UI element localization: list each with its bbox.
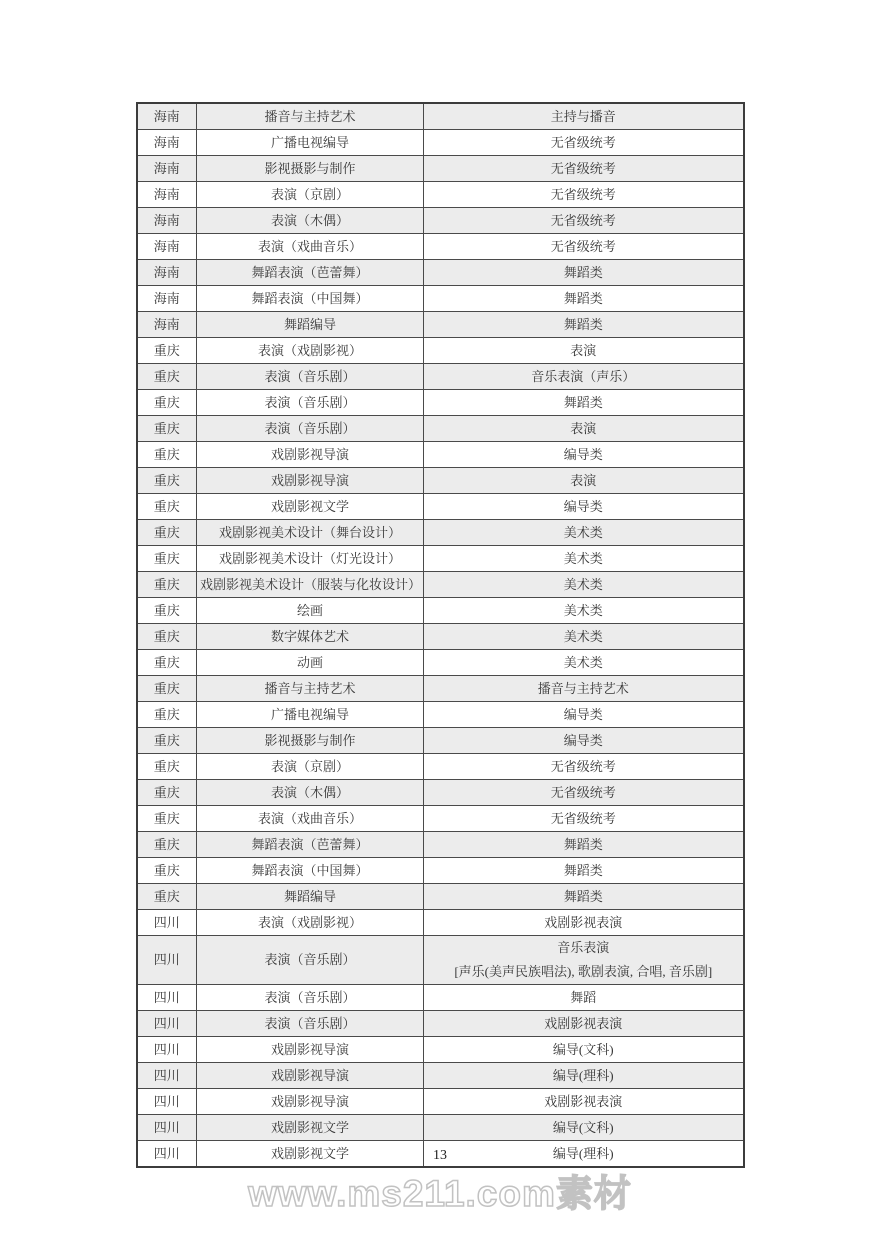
category-line1: 舞蹈 (570, 989, 597, 1005)
major-cell: 舞蹈表演（芭蕾舞） (197, 260, 424, 286)
category-cell (424, 754, 744, 780)
major-cell: 广播电视编导 (197, 130, 424, 156)
major-cell: 影视摄影与制作 (197, 728, 424, 754)
category-cell (424, 598, 744, 624)
category-cell (424, 910, 744, 936)
province-cell: 海南 (137, 234, 197, 260)
major-cell: 戏剧影视美术设计（舞台设计） (197, 520, 424, 546)
category-cell (424, 130, 744, 156)
category-cell (424, 390, 744, 416)
table-row (137, 208, 744, 234)
category-line1: 舞蹈类 (563, 264, 603, 280)
table-row (137, 286, 744, 312)
major-cell: 戏剧影视导演 (197, 1089, 424, 1115)
table-row (137, 364, 744, 390)
category-line1: 无省级统考 (550, 238, 616, 254)
province-cell: 重庆 (137, 364, 197, 390)
table-row (137, 130, 744, 156)
province-cell: 重庆 (137, 338, 197, 364)
category-line1: 美术类 (563, 628, 603, 644)
major-cell: 表演（音乐剧） (197, 390, 424, 416)
page-number: 13 (433, 1148, 447, 1163)
province-cell: 海南 (137, 286, 197, 312)
table-row (137, 390, 744, 416)
major-cell: 戏剧影视导演 (197, 1037, 424, 1063)
major-cell: 戏剧影视导演 (197, 1063, 424, 1089)
category-cell (424, 650, 744, 676)
watermark: www.ms211.com素材 (248, 1173, 632, 1214)
table-row (137, 338, 744, 364)
table-row (137, 520, 744, 546)
category-line1: 无省级统考 (550, 758, 616, 774)
province-cell: 四川 (137, 936, 197, 985)
category-cell (424, 546, 744, 572)
category-cell (424, 806, 744, 832)
category-cell (424, 103, 744, 130)
table-row (137, 442, 744, 468)
major-exam-category-table (136, 102, 745, 1168)
category-line1: 编导类 (563, 498, 603, 514)
category-cell (424, 468, 744, 494)
major-cell: 广播电视编导 (197, 702, 424, 728)
province-cell: 重庆 (137, 416, 197, 442)
province-cell: 重庆 (137, 884, 197, 910)
category-cell (424, 728, 744, 754)
major-cell: 戏剧影视文学 (197, 1115, 424, 1141)
province-cell: 四川 (137, 1063, 197, 1089)
table-row (137, 832, 744, 858)
category-line1: 美术类 (563, 576, 603, 592)
category-line1: 编导(文科) (552, 1041, 614, 1057)
province-cell: 海南 (137, 156, 197, 182)
category-line1: 表演 (570, 420, 597, 436)
major-cell: 戏剧影视美术设计（灯光设计） (197, 546, 424, 572)
province-cell: 四川 (137, 1115, 197, 1141)
category-line1: 无省级统考 (550, 784, 616, 800)
province-cell: 重庆 (137, 702, 197, 728)
category-line1: 编导(理科) (552, 1067, 614, 1083)
table-row (137, 1011, 744, 1037)
major-cell: 绘画 (197, 598, 424, 624)
province-cell: 四川 (137, 985, 197, 1011)
province-cell: 重庆 (137, 520, 197, 546)
major-cell: 播音与主持艺术 (197, 676, 424, 702)
province-cell: 四川 (137, 1037, 197, 1063)
province-cell: 海南 (137, 182, 197, 208)
category-line1: 舞蹈类 (563, 888, 603, 904)
province-cell: 四川 (137, 910, 197, 936)
table-row (137, 312, 744, 338)
category-cell (424, 1037, 744, 1063)
category-line1: 戏剧影视表演 (544, 1015, 623, 1031)
category-line1: 表演 (570, 342, 597, 358)
category-line1: 舞蹈类 (563, 290, 603, 306)
category-cell (424, 702, 744, 728)
category-cell (424, 312, 744, 338)
category-line1: 无省级统考 (550, 212, 616, 228)
category-line1: 编导类 (563, 732, 603, 748)
major-cell: 舞蹈表演（芭蕾舞） (197, 832, 424, 858)
category-cell (424, 1089, 744, 1115)
table-row (137, 780, 744, 806)
major-cell: 表演（戏曲音乐） (197, 806, 424, 832)
province-cell: 海南 (137, 260, 197, 286)
category-line1: 音乐表演 (557, 940, 610, 955)
table-row (137, 1115, 744, 1141)
category-line1: 戏剧影视表演 (544, 1093, 623, 1109)
category-cell (424, 442, 744, 468)
category-line1: 美术类 (563, 550, 603, 566)
table-row (137, 650, 744, 676)
category-line1: 无省级统考 (550, 160, 616, 176)
category-cell (424, 858, 744, 884)
category-line1: 无省级统考 (550, 134, 616, 150)
province-cell: 重庆 (137, 832, 197, 858)
category-cell (424, 676, 744, 702)
table-row (137, 754, 744, 780)
province-cell: 重庆 (137, 624, 197, 650)
major-cell: 表演（戏剧影视） (197, 910, 424, 936)
table-row (137, 985, 744, 1011)
table-row (137, 884, 744, 910)
province-cell: 重庆 (137, 494, 197, 520)
category-cell (424, 1011, 744, 1037)
major-cell: 戏剧影视文学 (197, 494, 424, 520)
category-line1: 无省级统考 (550, 186, 616, 202)
province-cell: 四川 (137, 1011, 197, 1037)
major-cell: 表演（木偶） (197, 208, 424, 234)
major-cell: 影视摄影与制作 (197, 156, 424, 182)
province-cell: 重庆 (137, 546, 197, 572)
major-cell: 表演（京剧） (197, 754, 424, 780)
category-cell (424, 234, 744, 260)
category-cell (424, 520, 744, 546)
category-cell (424, 286, 744, 312)
major-cell: 舞蹈表演（中国舞） (197, 858, 424, 884)
table-row (137, 1063, 744, 1089)
category-line1: 美术类 (563, 524, 603, 540)
table-row (137, 1089, 744, 1115)
category-cell (424, 572, 744, 598)
category-cell (424, 260, 744, 286)
table-row (137, 676, 744, 702)
category-line1: 舞蹈类 (563, 316, 603, 332)
major-cell: 表演（音乐剧） (197, 936, 424, 985)
table-row (137, 858, 744, 884)
table-row (137, 702, 744, 728)
category-cell (424, 208, 744, 234)
major-cell: 播音与主持艺术 (197, 103, 424, 130)
table-row (137, 103, 744, 130)
category-cell (424, 624, 744, 650)
table-row (137, 806, 744, 832)
major-cell: 舞蹈表演（中国舞） (197, 286, 424, 312)
major-cell: 表演（京剧） (197, 182, 424, 208)
table-row (137, 468, 744, 494)
province-cell: 重庆 (137, 572, 197, 598)
category-cell (424, 1115, 744, 1141)
major-cell: 戏剧影视导演 (197, 442, 424, 468)
category-line1: 播音与主持艺术 (537, 680, 629, 696)
category-line1: 舞蹈类 (563, 836, 603, 852)
table-row (137, 910, 744, 936)
table-row (137, 182, 744, 208)
major-cell: 舞蹈编导 (197, 884, 424, 910)
category-cell (424, 832, 744, 858)
province-cell: 海南 (137, 130, 197, 156)
table-row (137, 624, 744, 650)
province-cell: 重庆 (137, 650, 197, 676)
category-cell (424, 338, 744, 364)
province-cell: 海南 (137, 208, 197, 234)
province-cell: 海南 (137, 103, 197, 130)
major-cell: 动画 (197, 650, 424, 676)
province-cell: 重庆 (137, 442, 197, 468)
table-row (137, 494, 744, 520)
major-cell: 表演（音乐剧） (197, 364, 424, 390)
category-cell (424, 985, 744, 1011)
major-cell: 戏剧影视文学 (197, 1141, 424, 1168)
province-cell: 四川 (137, 1089, 197, 1115)
table-row (137, 1037, 744, 1063)
category-line1: 编导(理科) (552, 1145, 614, 1161)
category-line1: 编导类 (563, 446, 603, 462)
category-line1: 音乐表演（声乐） (531, 368, 636, 384)
category-cell (424, 936, 744, 985)
province-cell: 四川 (137, 1141, 197, 1168)
category-line1: 编导(文科) (552, 1119, 614, 1135)
major-cell: 表演（戏曲音乐） (197, 234, 424, 260)
table-row (137, 260, 744, 286)
category-cell (424, 416, 744, 442)
major-cell: 数字媒体艺术 (197, 624, 424, 650)
category-line1: 舞蹈类 (563, 394, 603, 410)
major-cell: 戏剧影视导演 (197, 468, 424, 494)
category-line1: 美术类 (563, 602, 603, 618)
province-cell: 海南 (137, 312, 197, 338)
category-cell (424, 494, 744, 520)
table-body (137, 103, 744, 1167)
table-row (137, 156, 744, 182)
category-line1: 戏剧影视表演 (544, 914, 623, 930)
category-cell (424, 780, 744, 806)
table-row (137, 936, 744, 985)
major-cell: 表演（音乐剧） (197, 1011, 424, 1037)
province-cell: 重庆 (137, 780, 197, 806)
category-cell (424, 884, 744, 910)
province-cell: 重庆 (137, 806, 197, 832)
province-cell: 重庆 (137, 598, 197, 624)
category-cell (424, 156, 744, 182)
province-cell: 重庆 (137, 390, 197, 416)
category-cell (424, 1063, 744, 1089)
category-line1: 主持与播音 (550, 108, 616, 124)
province-cell: 重庆 (137, 754, 197, 780)
province-cell: 重庆 (137, 858, 197, 884)
category-line1: 表演 (570, 472, 597, 488)
major-cell: 表演（音乐剧） (197, 985, 424, 1011)
province-cell: 重庆 (137, 468, 197, 494)
category-line2: [声乐(美声民族唱法), 歌剧表演, 合唱, 音乐剧] (454, 964, 713, 979)
major-cell: 表演（音乐剧） (197, 416, 424, 442)
major-cell: 戏剧影视美术设计（服装与化妆设计） (197, 572, 424, 598)
province-cell: 重庆 (137, 728, 197, 754)
table-row (137, 416, 744, 442)
category-line1: 无省级统考 (550, 810, 616, 826)
table-row (137, 572, 744, 598)
table-row (137, 234, 744, 260)
major-cell: 表演（木偶） (197, 780, 424, 806)
major-cell: 表演（戏剧影视） (197, 338, 424, 364)
major-cell: 舞蹈编导 (197, 312, 424, 338)
table-row (137, 598, 744, 624)
category-cell (424, 364, 744, 390)
category-cell (424, 182, 744, 208)
table-row (137, 546, 744, 572)
table-row (137, 728, 744, 754)
category-line1: 舞蹈类 (563, 862, 603, 878)
category-line1: 编导类 (563, 706, 603, 722)
province-cell: 重庆 (137, 676, 197, 702)
category-line1: 美术类 (563, 654, 603, 670)
